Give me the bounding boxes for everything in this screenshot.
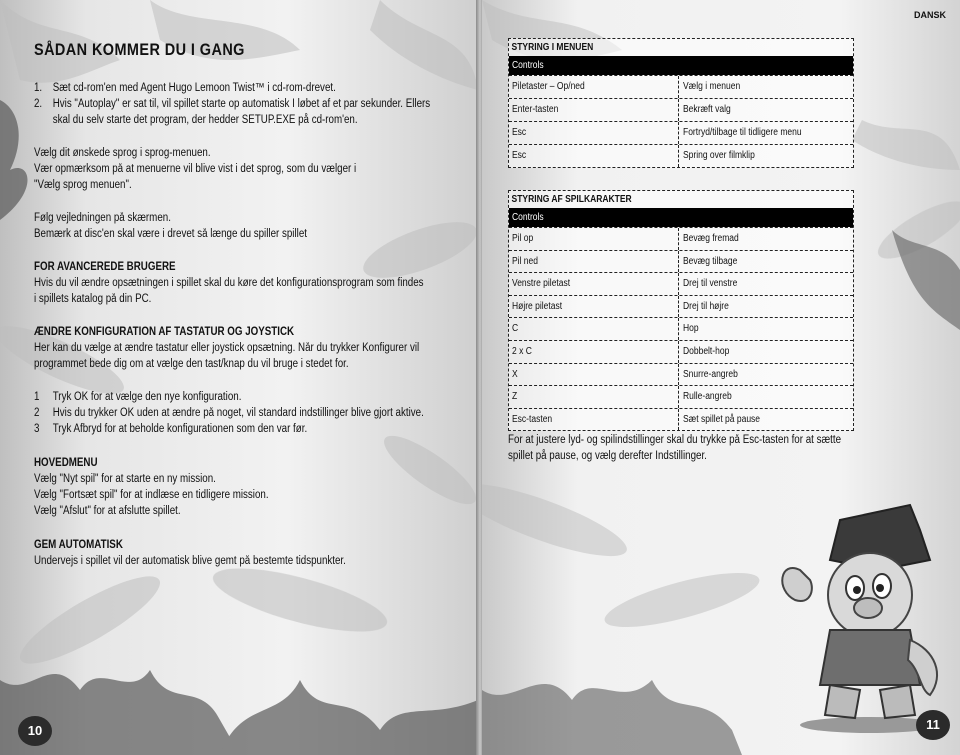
- mainmenu-line: Vælg "Nyt spil" for at starte en ny mission.: [34, 473, 216, 485]
- table-row: Esc Spring over filmklip: [509, 144, 853, 167]
- right-page-content: [482, 0, 960, 755]
- language-paragraph-line: Vælg dit ønskede sprog i sprog-menuen.: [34, 147, 211, 159]
- advanced-paragraph-line: Hvis du vil ændre opsætningen i spillet skal du køre det konfigurationsprogram som findes: [34, 277, 424, 289]
- install-steps: [34, 80, 430, 128]
- table-header: Controls: [509, 56, 853, 75]
- config-heading: ÆNDRE KONFIGURATION AF TASTATUR OG JOYSTICK: [34, 326, 295, 338]
- page-number: 11: [916, 710, 950, 740]
- table-row: Piletaster – Op/ned Vælg i menuen: [509, 75, 853, 98]
- table-row: Pil op Bevæg fremad: [509, 227, 853, 250]
- table-row: 2 x C Dobbelt-hop: [509, 340, 853, 363]
- table-row: Esc Fortryd/tilbage til tidligere menu: [509, 121, 853, 144]
- language-paragraph-line: "Vælg sprog menuen".: [34, 179, 132, 191]
- table-row: Z Rulle-angreb: [509, 385, 853, 408]
- right-page: [482, 0, 960, 755]
- advanced-paragraph-line: i spillets katalog på din PC.: [34, 293, 152, 305]
- guide-paragraph-line: Følg vejledningen på skærmen.: [34, 212, 171, 224]
- table-row: Venstre piletast Drej til venstre: [509, 272, 853, 295]
- menu-controls-table: [508, 38, 854, 168]
- table-header: Controls: [509, 208, 853, 227]
- table-title: STYRING I MENUEN: [511, 42, 594, 53]
- config-paragraph-line: Her kan du vælge at ændre tastatur eller joystick opsætning. Når du trykker Konfigurer vil: [34, 342, 420, 354]
- config-paragraph-line: programmet bede dig om at vælge den tast/knap du vil bruge i stedet for.: [34, 358, 349, 370]
- table-row: Enter-tasten Bekræft valg: [509, 98, 853, 121]
- install-step: 1. Sæt cd-rom'en med Agent Hugo Lemoon Twist™ i cd-rom-drevet.: [34, 82, 336, 94]
- left-page-content: [0, 0, 478, 755]
- troll-mascot-illustration: [770, 500, 960, 735]
- table-row: X Snurre-angreb: [509, 363, 853, 386]
- table-row: Højre piletast Drej til højre: [509, 295, 853, 318]
- language-paragraph-line: Vær opmærksom på at menuerne vil blive vist i det sprog, som du vælger i: [34, 163, 357, 175]
- config-step: 3 Tryk Afbryd for at beholde konfigurationen som den var før.: [34, 423, 308, 435]
- install-step: 2. Hvis "Autoplay" er sat til, vil spillet starte op automatisk I løbet af et par sekunder. Ellers: [34, 98, 431, 110]
- page-number: 10: [18, 716, 52, 746]
- mainmenu-heading: HOVEDMENU: [34, 457, 98, 469]
- autosave-heading: GEM AUTOMATISK: [34, 539, 123, 551]
- autosave-line: Undervejs i spillet vil der automatisk blive gemt på bestemte tidspunkter.: [34, 555, 346, 567]
- page-title: SÅDAN KOMMER DU I GANG: [34, 40, 245, 59]
- install-step: skal du selv starte det program, der hedder SETUP.EXE på cd-rom'en.: [52, 114, 358, 126]
- left-page: [0, 0, 478, 755]
- mainmenu-line: Vælg "Afslut" for at afslutte spillet.: [34, 505, 181, 517]
- language-label: DANSK: [913, 10, 946, 20]
- table-title: STYRING AF SPILKARAKTER: [511, 194, 632, 205]
- table-row: Pil ned Bevæg tilbage: [509, 250, 853, 273]
- table-row: Esc-tasten Sæt spillet på pause: [509, 408, 853, 431]
- config-step: 1 Tryk OK for at vælge den nye konfiguration.: [34, 391, 242, 403]
- mainmenu-line: Vælg "Fortsæt spil" for at indlæse en tidligere mission.: [34, 489, 269, 501]
- character-controls-table: [508, 190, 854, 431]
- table-row: C Hop: [509, 317, 853, 340]
- advanced-heading: FOR AVANCEREDE BRUGERE: [34, 261, 176, 273]
- guide-paragraph-line: Bemærk at disc'en skal være i drevet så længe du spiller spillet: [34, 228, 307, 240]
- config-step: 2 Hvis du trykker OK uden at ændre på noget, vil standard indstillinger blive gjort aktive.: [34, 407, 424, 419]
- footer-note: For at justere lyd- og spilindstillinger skal du trykke på Esc-tasten for at sætte spillet på pause, og vælg derefter Indstillinger.: [508, 434, 842, 462]
